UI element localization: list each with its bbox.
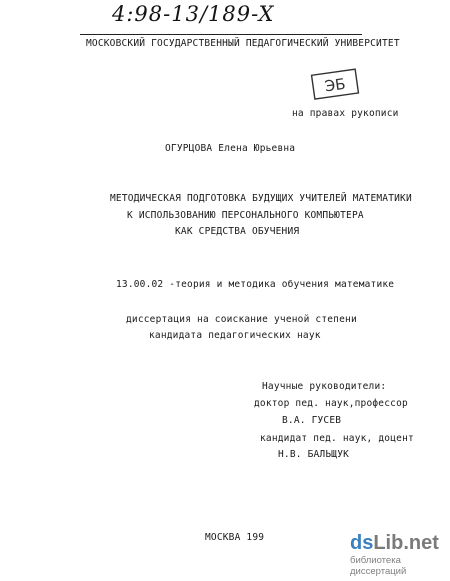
title-line-3: КАК СРЕДСТВА ОБУЧЕНИЯ — [175, 226, 300, 237]
title-line-1: МЕТОДИЧЕСКАЯ ПОДГОТОВКА БУДУЩИХ УЧИТЕЛЕЙ МАТЕМАТИКИ — [110, 193, 412, 204]
degree-line-2: кандидата педагогических наук — [149, 330, 321, 341]
university-name: МОСКОВСКИЙ ГОСУДАРСТВЕННЫЙ ПЕДАГОГИЧЕСКИЙ УНИВЕРСИТЕТ — [86, 38, 400, 49]
stamp-text: ЭБ — [323, 74, 347, 96]
handwritten-catalog-code: 4:98-13/189-X — [112, 2, 275, 26]
degree-line-1: диссертация на соискание ученой степени — [126, 314, 357, 325]
supervisor-1-name: В.А. ГУСЕВ — [282, 415, 342, 426]
dslib-logo — [350, 532, 445, 555]
header-rule — [80, 34, 362, 35]
dslib-logo-suffix: Lib.net — [373, 532, 439, 554]
author-name: ОГУРЦОВА Елена Юрьевна — [165, 143, 296, 154]
supervisor-2-name: Н.В. БАЛЬЩУК — [278, 449, 350, 460]
dslib-logo-prefix: ds — [350, 532, 374, 554]
specialty-code: 13.00.02 -теория и методика обучения математике — [116, 279, 395, 290]
eb-stamp — [307, 67, 365, 101]
title-line-2: К ИСПОЛЬЗОВАНИЮ ПЕРСОНАЛЬНОГО КОМПЬЮТЕРА — [127, 210, 364, 221]
rights-note: на правах рукописи — [292, 108, 399, 119]
supervisor-2-title: кандидат пед. наук, доцент — [260, 433, 414, 444]
dslib-watermark[interactable] — [350, 532, 445, 577]
stamp-graphic — [307, 67, 365, 101]
supervisor-1-title: доктор пед. наук,профессор — [254, 398, 408, 409]
city-year: МОСКВА 199 — [205, 532, 265, 543]
dslib-subtitle: библиотека диссертаций — [350, 555, 407, 577]
supervisors-heading: Научные руководители: — [262, 381, 387, 392]
